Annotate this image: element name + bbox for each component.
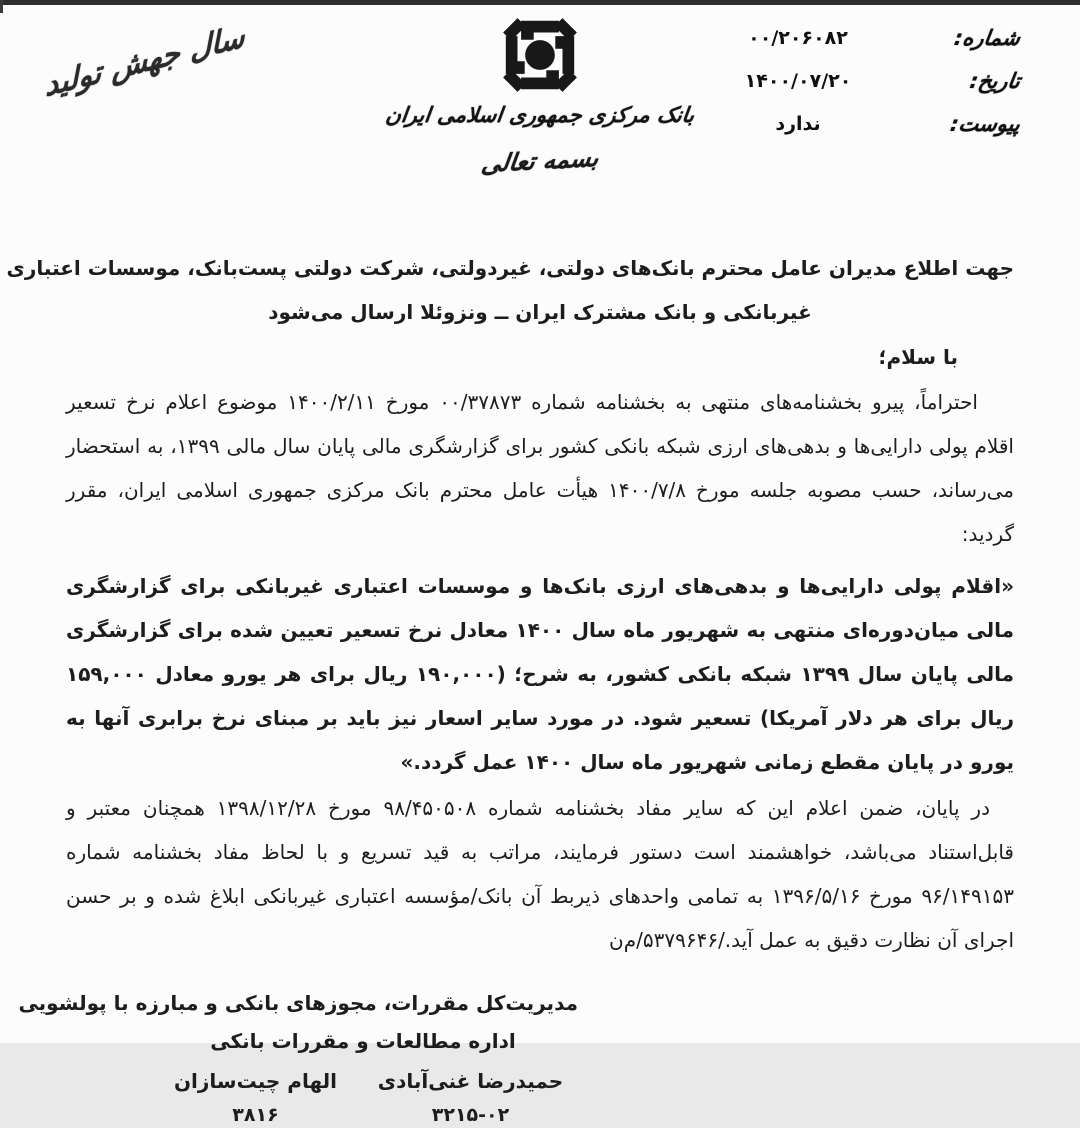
signature-office: اداره مطالعات و مقررات بانکی bbox=[210, 1029, 516, 1053]
signer-2-name: الهام چیت‌سازان bbox=[173, 1069, 338, 1093]
signer-2-code: ۳۸۱۶ bbox=[232, 1104, 279, 1126]
letterhead-fields bbox=[662, 22, 1020, 151]
letter-body bbox=[6, 246, 1014, 1128]
body-paragraph-2: در پایان، ضمن اعلام این که سایر مفاد بخشنامه شماره ۹۸/۴۵۰۵۰۸ مورخ ۱۳۹۸/۱۲/۲۸ همچنان معتبر و قابل‌استناد می‌باشد، خواهشمند است دستور فرمایند، مراتب به قید تسریع و با لحاظ مفاد بخشنامه شماره ۹۶/۱۴۹۱۵۳ مورخ ۱۳۹۶/۵/۱۶ به تمامی واحدهای ذیربط آن بانک/مؤسسه اعتباری غیربانکی ابلاغ شده و بر حسن اجرای آن نظارت دقیق به عمل آید./۵۳۷۹۶۴۶/م‌ن bbox=[66, 796, 1014, 952]
bank-name-calligraphy: بانک مرکزی جمهوری اسلامی ایران bbox=[384, 103, 696, 127]
signature-department: مدیریت‌کل مقررات، مجوزهای بانکی و مبارزه با پولشویی bbox=[18, 991, 578, 1015]
letter-number-value: ۰۰/۲۰۶۰۸۲ bbox=[748, 27, 848, 49]
letter-attachment-value: ندارد bbox=[775, 113, 821, 135]
scan-corner-artifact bbox=[0, 0, 3, 13]
scan-top-edge-artifact bbox=[0, 0, 1080, 5]
addressee-block bbox=[6, 246, 1014, 334]
signers-row bbox=[148, 1066, 578, 1128]
signer-1-code: ۳۲۱۵-۰۲ bbox=[431, 1104, 510, 1126]
letter-date-label: تاریخ: bbox=[968, 69, 1022, 93]
besmellah-calligraphy: بسمه تعالی bbox=[479, 143, 601, 179]
addressee-line-1: جهت اطلاع مدیران عامل محترم بانک‌های دولتی، غیردولتی، شرکت دولتی پست‌بانک، موسسات اعتباری bbox=[6, 256, 1014, 280]
central-bank-logo-icon bbox=[495, 10, 585, 100]
letter-date-value: ۱۴۰۰/۰۷/۲۰ bbox=[744, 70, 852, 92]
letter-number-row bbox=[662, 22, 1020, 54]
salutation: با سلام؛ bbox=[878, 345, 958, 369]
signature-block bbox=[18, 984, 578, 1128]
signer-2 bbox=[148, 1066, 363, 1128]
letter-date-row bbox=[662, 65, 1020, 97]
letter-attachment-label: پیوست: bbox=[948, 112, 1022, 136]
signer-1-name: حمیدرضا غنی‌آبادی bbox=[377, 1069, 564, 1093]
production-leap-year-stamp: سال جهش تولید bbox=[44, 18, 245, 105]
body-paragraph-1: احتراماً، پیرو بخشنامه‌های منتهی به بخشنامه شماره ۰۰/۳۷۸۷۳ مورخ ۱۴۰۰/۲/۱۱ موضوع اعلام نرخ تسعیر اقلام پولی دارایی‌ها و بدهی‌های ارزی شبکه بانکی کشور برای گزارشگری مالی پایان سال مالی ۱۳۹۹، به استحضار می‌رساند، حسب مصوبه جلسه مورخ ۱۴۰۰/۷/۸ هیأت عامل محترم بانک مرکزی جمهوری اسلامی ایران، مقرر گردید: bbox=[66, 390, 1014, 546]
letter-number-label: شماره: bbox=[952, 26, 1022, 50]
addressee-line-2: غیربانکی و بانک مشترک ایران ــ ونزوئلا ارسال می‌شود bbox=[268, 300, 812, 324]
quoted-directive-paragraph: «اقلام پولی دارایی‌ها و بدهی‌های ارزی بانک‌ها و موسسات اعتباری غیربانکی برای گزارشگری مالی میان‌دوره‌ای منتهی به شهریور ماه سال ۱۴۰۰ معادل نرخ تسعیر تعیین شده برای گزارشگری مالی پایان سال ۱۳۹۹ شبکه بانکی کشور، به شرح؛ (۱۹۰,۰۰۰ ریال برای هر یورو معادل ۱۵۹,۰۰۰ ریال برای هر دلار آمریکا) تسعیر شود. در مورد سایر اسعار نیز باید بر مبنای نرخ برابری آنها به یورو در پایان مقطع زمانی شهریور ماه سال ۱۴۰۰ عمل گردد.» bbox=[66, 574, 1014, 774]
letter-attachment-row bbox=[662, 108, 1020, 140]
signer-1 bbox=[363, 1066, 578, 1128]
